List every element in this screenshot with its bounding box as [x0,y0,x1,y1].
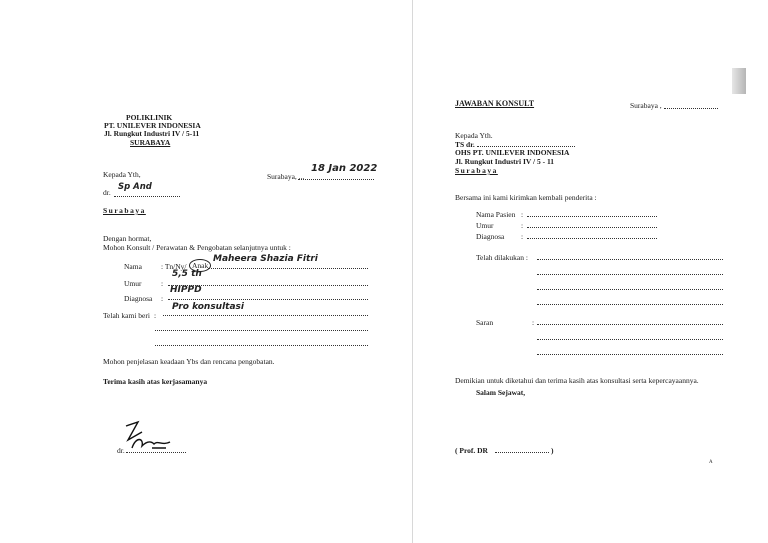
answer-diagnosa-line [527,238,657,239]
letterhead-address: Jl. Rungkut Industri IV / 5-11 [104,129,200,138]
date-handwritten: 18 Jan 2022 [311,163,378,174]
answer-bersama: Bersama ini kami kirimkan kembali penderita : [455,193,597,202]
diagnosa-colon: : [161,294,164,303]
consult-answer-form [412,0,768,543]
kepada-label: Kepada Yth, [103,170,141,179]
answer-telah-line-1 [537,259,723,260]
answer-prof-open: ( Prof. DR [455,446,488,455]
answer-kepada: Kepada Yth. [455,131,493,140]
answer-saran-colon: : [532,318,535,327]
answer-telah-label: Telah dilakukan : [476,253,528,262]
telah-label: Telah kami beri [103,311,150,320]
diagnosa-handwritten: HIPPD [170,285,202,295]
answer-umur-line [527,227,657,228]
letterhead-city: SURABAYA [130,138,171,147]
letterhead-company: PT. UNILEVER INDONESIA [104,121,201,130]
answer-title: JAWABAN KONSULT [455,99,535,108]
umur-handwritten: 5,5 th [172,269,202,279]
intro-text: Mohon Konsult / Perawatan & Pengobatan selanjutnya untuk : [103,243,291,252]
answer-city: Surabaya [455,166,498,175]
penjelasan-text: Mohon penjelasan keadaan Ybs dan rencana pengobatan. [103,357,275,366]
answer-umur-colon: : [521,221,524,230]
date-line [298,179,374,180]
answer-saran-line-1 [537,324,723,325]
answer-saran-line-2 [537,339,723,340]
nama-handwritten: Maheera Shazia Fitri [213,254,318,264]
answer-prof-line [495,452,549,453]
dr-line [114,196,180,197]
answer-nama-line [527,216,657,217]
doctor-signature [122,418,174,454]
umur-label: Umur [124,279,142,288]
telah-line-3 [155,345,368,346]
answer-saran-line-3 [537,354,723,355]
nama-label: Nama [124,262,142,271]
telah-handwritten: Pro konsultasi [172,302,244,312]
place-date-label: Surabaya, ... [267,172,305,181]
nama-circled-option: Anak [189,259,211,272]
scan-edge-shadow [732,68,746,94]
answer-surabaya-label: Surabaya , [630,101,662,110]
answer-ts-label: TS dr. [455,140,475,149]
telah-colon: : [154,311,157,320]
answer-address: Jl. Rungkut Industri IV / 5 - 11 [455,157,555,166]
signature-line [126,452,186,453]
answer-demikian: Demikian untuk diketahui dan terima kasih atas konsultasi serta kepercayaannya. [455,376,699,385]
answer-corner-mark: A [709,460,713,465]
dr-label: dr. [103,188,111,197]
answer-ohs: OHS PT. UNILEVER INDONESIA [455,148,570,157]
telah-line-2 [155,330,368,331]
diagnosa-line [168,299,368,300]
answer-nama-colon: : [521,210,524,219]
diagnosa-label: Diagnosa [124,294,153,303]
answer-surabaya-line [664,108,718,109]
telah-line-1 [163,315,368,316]
signature-dr-label: dr. [117,446,125,455]
answer-salam: Salam Sejawat, [476,388,526,397]
nama-line [208,268,368,269]
nama-prefix: : Tn/Ny/ [161,262,187,271]
answer-telah-line-3 [537,289,723,290]
greeting: Dengan hormat, [103,234,152,243]
dr-handwritten: Sp And [118,182,152,192]
answer-nama-label: Nama Pasien [476,210,516,219]
letterhead-clinic: POLIKLINIK [126,113,173,122]
answer-saran-label: Saran [476,318,494,327]
answer-telah-line-4 [537,304,723,305]
terima-kasih-text: Terima kasih atas kerjasamanya [103,377,208,386]
answer-diagnosa-colon: : [521,232,524,241]
answer-telah-line-2 [537,274,723,275]
umur-colon: : [161,279,164,288]
answer-diagnosa-label: Diagnosa [476,232,505,241]
answer-umur-label: Umur [476,221,494,230]
answer-prof-close: ) [551,446,554,455]
city-line: Surabaya [103,206,146,215]
answer-ts-line [477,146,575,147]
